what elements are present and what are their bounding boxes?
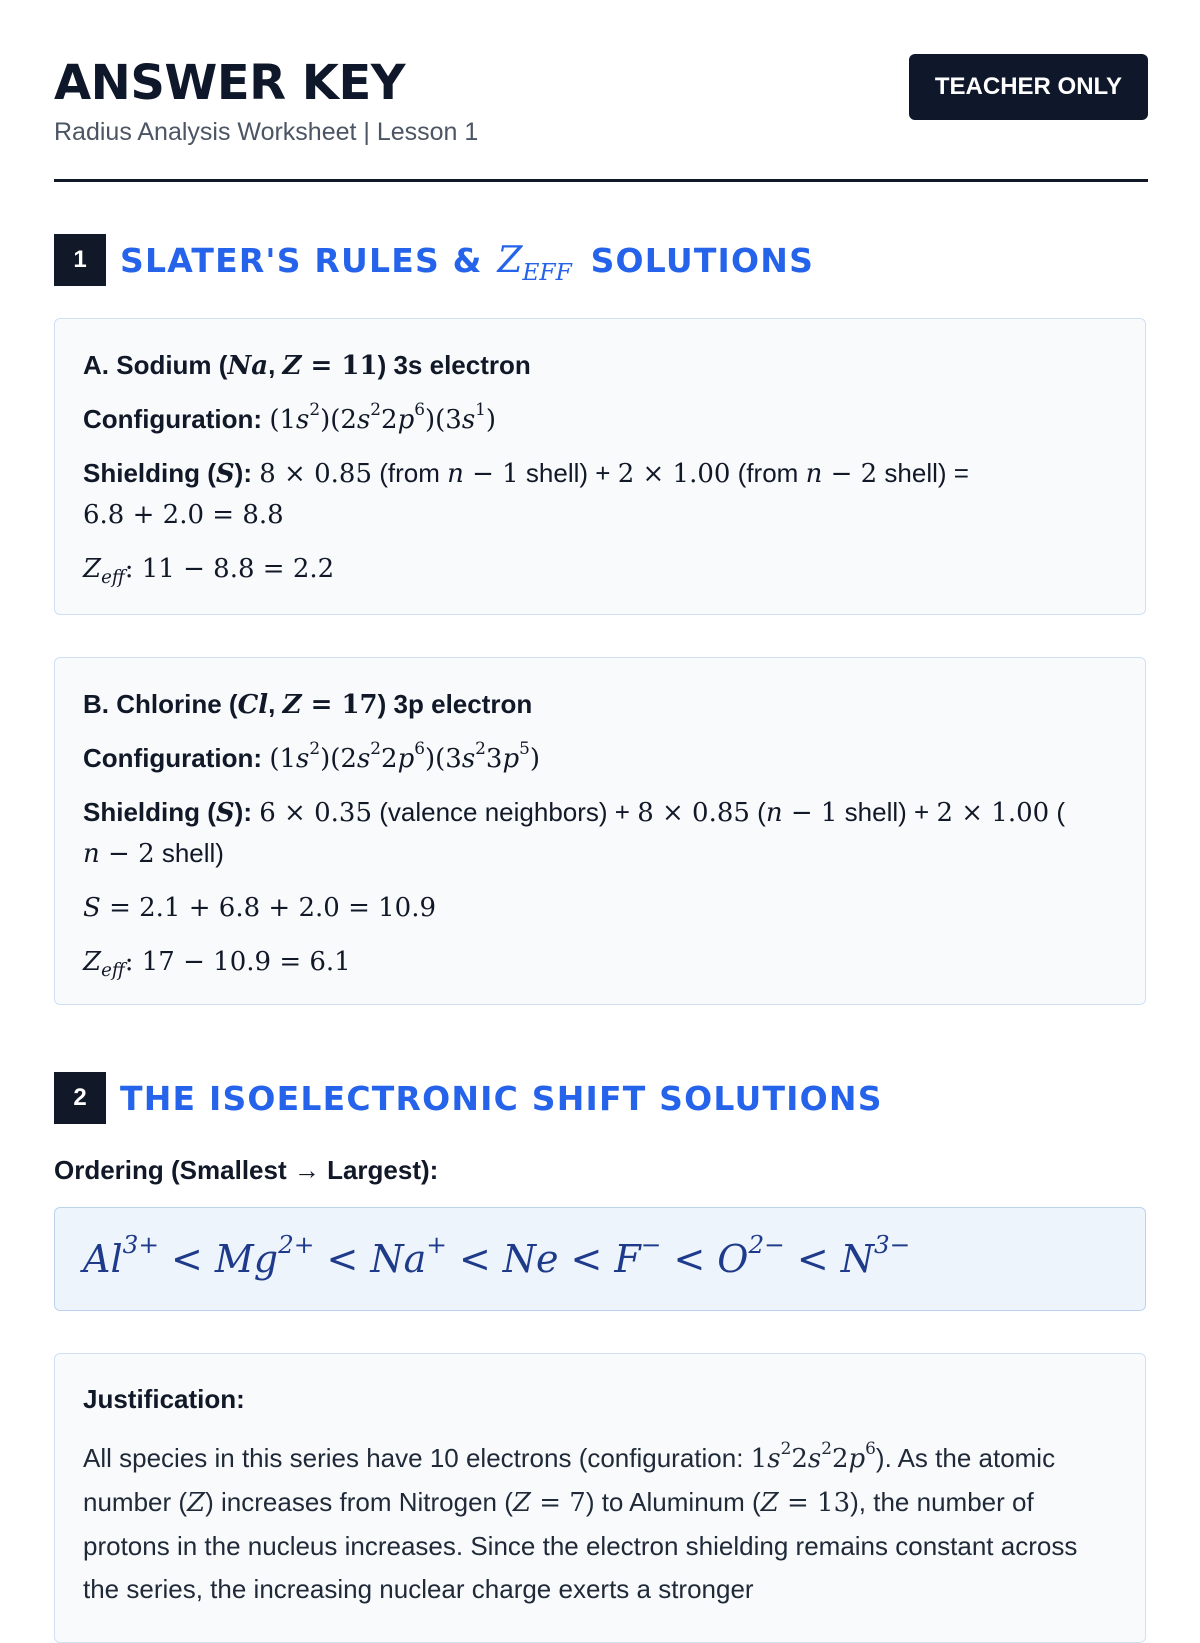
section-number: 1 [54,234,106,286]
section-number: 2 [54,1072,106,1124]
configuration-line: Configuration: $(1s^2)(2s^22p^6)(3s^23p^5)$ [83,737,541,774]
teacher-only-badge: TEACHER ONLY [909,54,1148,120]
header-divider [54,179,1148,182]
zeff-line: $Z_{eff}$: 17 − 10.9 = 6.1 [83,947,351,982]
section-title: THE ISOELECTRONIC SHIFT SOLUTIONS [120,1078,883,1118]
justification-text: All species in this series have 10 electrons (configuration: $1s^22s^22p^6$). As the atomic number (Z) increases from Nitrogen (Z = 7) to Aluminum (Z = 13), the number of protons in the nucleus increases. Since the electron shielding remains constant across the series, the increasing nuclear charge exerts a stronger [83,1437,1078,1604]
shielding-total-line: S = 2.1 + 6.8 + 2.0 = 10.9 [83,893,437,923]
chlorine-card [54,657,1146,1005]
page-title: ANSWER KEY [54,55,406,111]
ordering-box [54,1207,1146,1311]
shielding-line: Shielding (S): 8 × 0.85 (from n − 1 shell) + 2 × 1.00 (from n − 2 shell) = 6.8 + 2.0 = 8.8 [83,458,969,530]
card-heading: B. Chlorine (Cl, Z = 17) 3p electron [83,689,533,720]
section-title [120,239,815,286]
ordering-expression: $Al^{3+} < Mg^{2+} < Na^+ < Ne < F^- < O^{2-} < N^{3-}$ [83,1230,911,1281]
zeff-line: $Z_{eff}$: 11 − 8.8 = 2.2 [83,554,335,589]
shielding-line: Shielding (S): 6 × 0.35 (valence neighbors) + 8 × 0.85 (n − 1 shell) + 2 × 1.00 ( n − 2 shell) [83,797,1066,869]
page-subtitle: Radius Analysis Worksheet | Lesson 1 [54,118,479,146]
configuration-line: Configuration: $(1s^2)(2s^22p^6)(3s^1)$ [83,398,497,435]
justification-label: Justification: [83,1384,245,1414]
header [54,50,1148,147]
sodium-card [54,318,1146,615]
section-2-heading [54,1072,883,1124]
section-title-prefix: SLATER'S RULES & [120,240,483,280]
section-title-suffix: SOLUTIONS [590,240,815,280]
zeff-symbol [497,239,572,286]
zeff-sub: EFF [522,257,572,286]
card-heading: A. Sodium (Na, Z = 11) 3s electron [83,350,531,381]
zeff-z: Z [497,239,523,281]
section-1-heading [54,234,814,286]
ordering-label: Ordering (Smallest → Largest): [54,1155,439,1185]
